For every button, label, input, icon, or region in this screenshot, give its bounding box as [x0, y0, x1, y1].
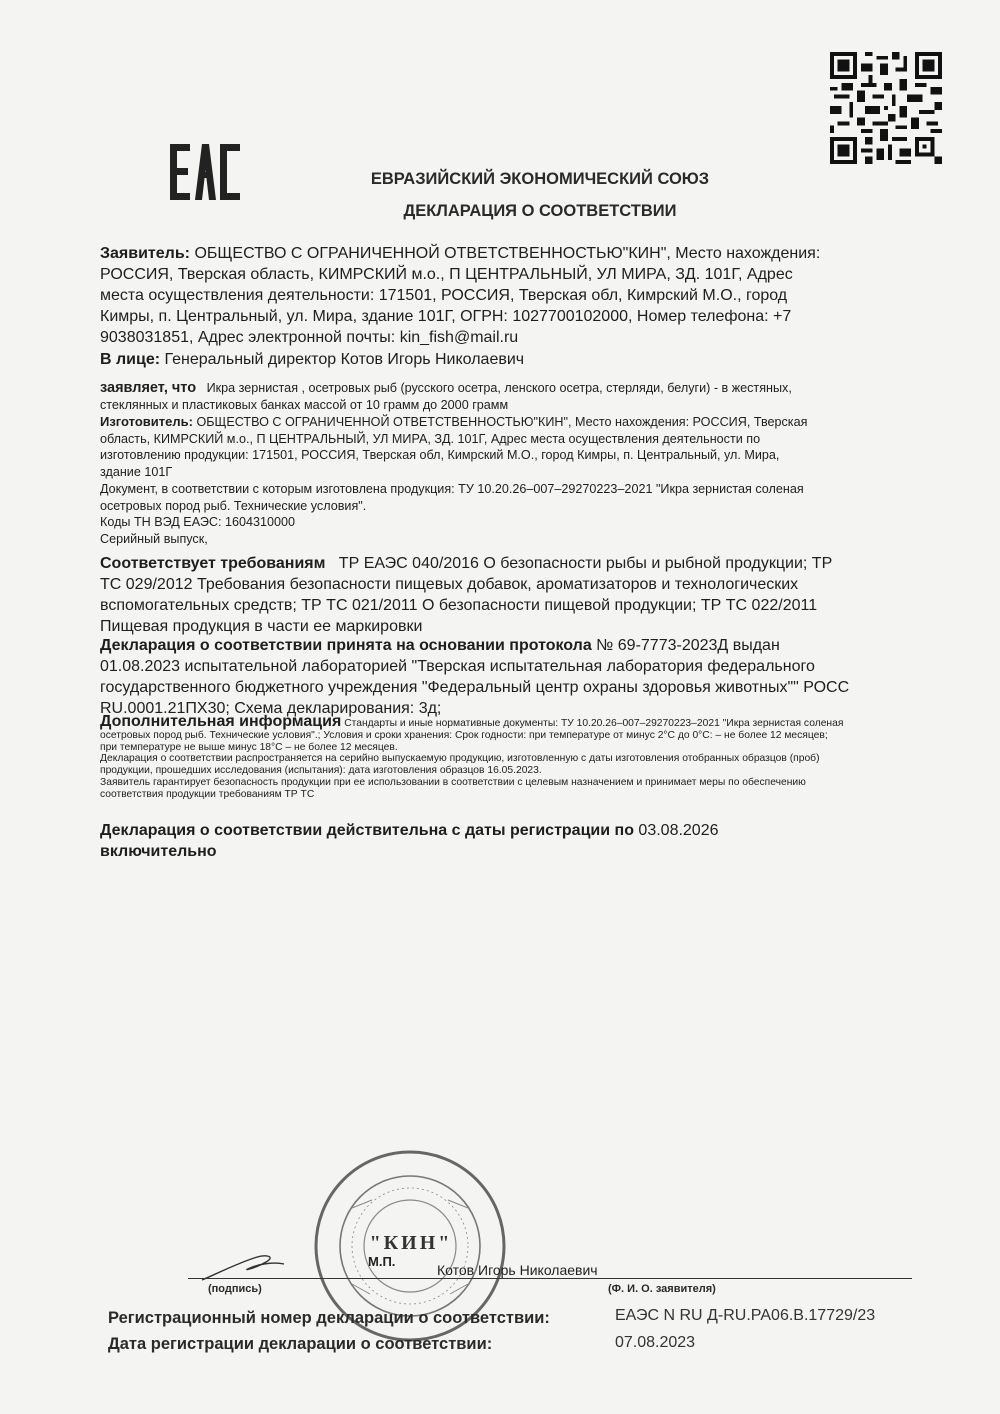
additional-line: продукции, прошедших исследования (испытания): дата изготовления образцов 16.05.2023. [100, 765, 542, 777]
protocol-line: RU.0001.21ПХ30; Схема декларирования: 3д; [100, 700, 442, 717]
validity-label: Декларация о соответствии действительна с даты регистрации по [100, 822, 634, 839]
protocol-line: государственного бюджетного учреждения "Федеральный центр охраны здоровья животных"" РОСС [100, 679, 850, 696]
document-line: Документ, в соответствии с которым изготовлена продукция: ТУ 10.20.26–007–29270223–2021 "Икра зернистая соленая [100, 482, 804, 496]
requirements-line: ТС 029/2012 Требования безопасности пищевых добавок, ароматизаторов и технологических [100, 576, 799, 593]
registration-date-label: Дата регистрации декларации о соответствии: [108, 1335, 493, 1353]
manufacturer-label: Изготовитель: [100, 414, 193, 429]
registration-number-value: ЕАЭС N RU Д-RU.РА06.В.17729/23 [615, 1307, 876, 1324]
additional-section [100, 713, 940, 801]
manufacturer-line: здание 101Г [100, 464, 173, 479]
signatory-name: Котов Игорь Николаевич [437, 1262, 598, 1278]
applicant-line: Кимры, п. Центральный, ул. Мира, здание 101Г, ОГРН: 1027700102000, Номер телефона: +7 [100, 308, 792, 325]
stamp-mark: М.П. [368, 1254, 396, 1269]
additional-line: соответствия продукции требованиям ТР ТС [100, 788, 315, 800]
applicant-label: Заявитель: [100, 245, 190, 262]
requirements-line: вспомогательных средств; ТР ТС 021/2011 О безопасности пищевой продукции; ТР ТС 022/2011 [100, 597, 818, 614]
registration-number-label: Регистрационный номер декларации о соответствии: [108, 1309, 550, 1327]
applicant-line: ОБЩЕСТВО С ОГРАНИЧЕННОЙ ОТВЕТСТВЕННОСТЬЮ"КИН", Место нахождения: [194, 245, 821, 262]
declares-line: Икра зернистая , осетровых рыб (русского осетра, ленского осетра, стерляди, белуги) - в жестяных, [206, 381, 792, 395]
person-label: В лице: [100, 351, 161, 368]
manufacturer-line: ОБЩЕСТВО С ОГРАНИЧЕННОЙ ОТВЕТСТВЕННОСТЬЮ"КИН", Место нахождения: РОССИЯ, Тверская [196, 415, 808, 429]
codes-line: Коды ТН ВЭД ЕАЭС: 1604310000 [100, 515, 296, 529]
additional-line: Стандарты и иные нормативные документы: ТУ 10.20.26–007–29270223–2021 "Икра зернистая соленая [344, 718, 844, 729]
requirements-line: Пищевая продукция в части ее маркировки [100, 618, 423, 635]
document-line: осетровых пород рыб. Технические условия". [100, 498, 367, 513]
signature-caption: (подпись) [208, 1283, 262, 1295]
additional-line: осетровых пород рыб. Технические условия".; Условия и сроки хранения: Срок годности: при температуре от минус 2°С до 0°С: – не более 12 месяцев; [100, 729, 828, 741]
qr-code-icon [830, 52, 942, 164]
declares-section [100, 380, 915, 413]
protocol-label: Декларация о соответствии принята на основании протокола [100, 637, 592, 654]
protocol-line: 01.08.2023 испытательной лабораторией "Тверская испытательная лаборатория федерального [100, 658, 815, 675]
validity-section [100, 820, 915, 862]
additional-line: Декларация о соответствии распространяется на серийно выпускаемую продукцию, изготовленную с даты изготовления отобранных образцов (проб) [100, 753, 820, 765]
signature-line [188, 1278, 912, 1279]
manufacturer-line: область, КИМРСКИЙ м.о., П ЦЕНТРАЛЬНЫЙ, УЛ МИРА, ЗД. 101Г, Адрес места осуществления деятельности по [100, 431, 761, 446]
registration-date-value: 07.08.2023 [615, 1334, 696, 1351]
validity-date: 03.08.2026 [638, 822, 719, 839]
person-value: Генеральный директор Котов Игорь Николаевич [164, 351, 525, 368]
additional-line: при температуре не выше минус 18°С – не более 12 месяцев. [100, 741, 398, 753]
declares-label: заявляет, что [100, 380, 197, 396]
requirements-line: ТР ЕАЭС 040/2016 О безопасности рыбы и рыбной продукции; ТР [338, 555, 833, 572]
name-caption: (Ф. И. О. заявителя) [608, 1283, 716, 1295]
applicant-section [100, 243, 915, 348]
manufacturer-section [100, 414, 915, 480]
manufacturer-line: изготовлению продукции: 171501, РОССИЯ, Тверская обл, Кимрский М.О., город Кимры, п. Центральный, ул. Мира, [100, 448, 780, 462]
requirements-label: Соответствует требованиям [100, 555, 326, 572]
stamp-text: "КИН" [369, 1232, 453, 1254]
serial-line: Серийный выпуск, [100, 531, 208, 546]
protocol-section [100, 635, 915, 719]
applicant-line: РОССИЯ, Тверская область, КИМРСКИЙ м.о., П ЦЕНТРАЛЬНЫЙ, УЛ МИРА, ЗД. 101Г, Адрес [100, 266, 793, 283]
union-heading: ЕВРАЗИЙСКИЙ ЭКОНОМИЧЕСКИЙ СОЮЗ [370, 170, 710, 188]
protocol-line: № 69-7773-2023Д выдан [596, 637, 780, 654]
additional-label: Дополнительная информация [100, 713, 342, 730]
document-section [100, 481, 915, 547]
applicant-line: места осуществления деятельности: 171501, РОССИЯ, Тверская обл, Кимрский М.О., город [100, 287, 788, 304]
additional-line: Заявитель гарантирует безопасность продукции при ее использовании в соответствии с целевым назначением и принимает меры по обеспечению [100, 776, 806, 788]
document-title: ДЕКЛАРАЦИЯ О СООТВЕТСТВИИ [403, 202, 677, 220]
applicant-line: 9038031851, Адрес электронной почты: kin_fish@mail.ru [100, 329, 519, 346]
person-section [100, 349, 915, 370]
validity-label-end: включительно [100, 843, 217, 860]
declares-line: стеклянных и пластиковых банках массой от 10 грамм до 2000 грамм [100, 397, 509, 412]
requirements-section [100, 553, 915, 637]
